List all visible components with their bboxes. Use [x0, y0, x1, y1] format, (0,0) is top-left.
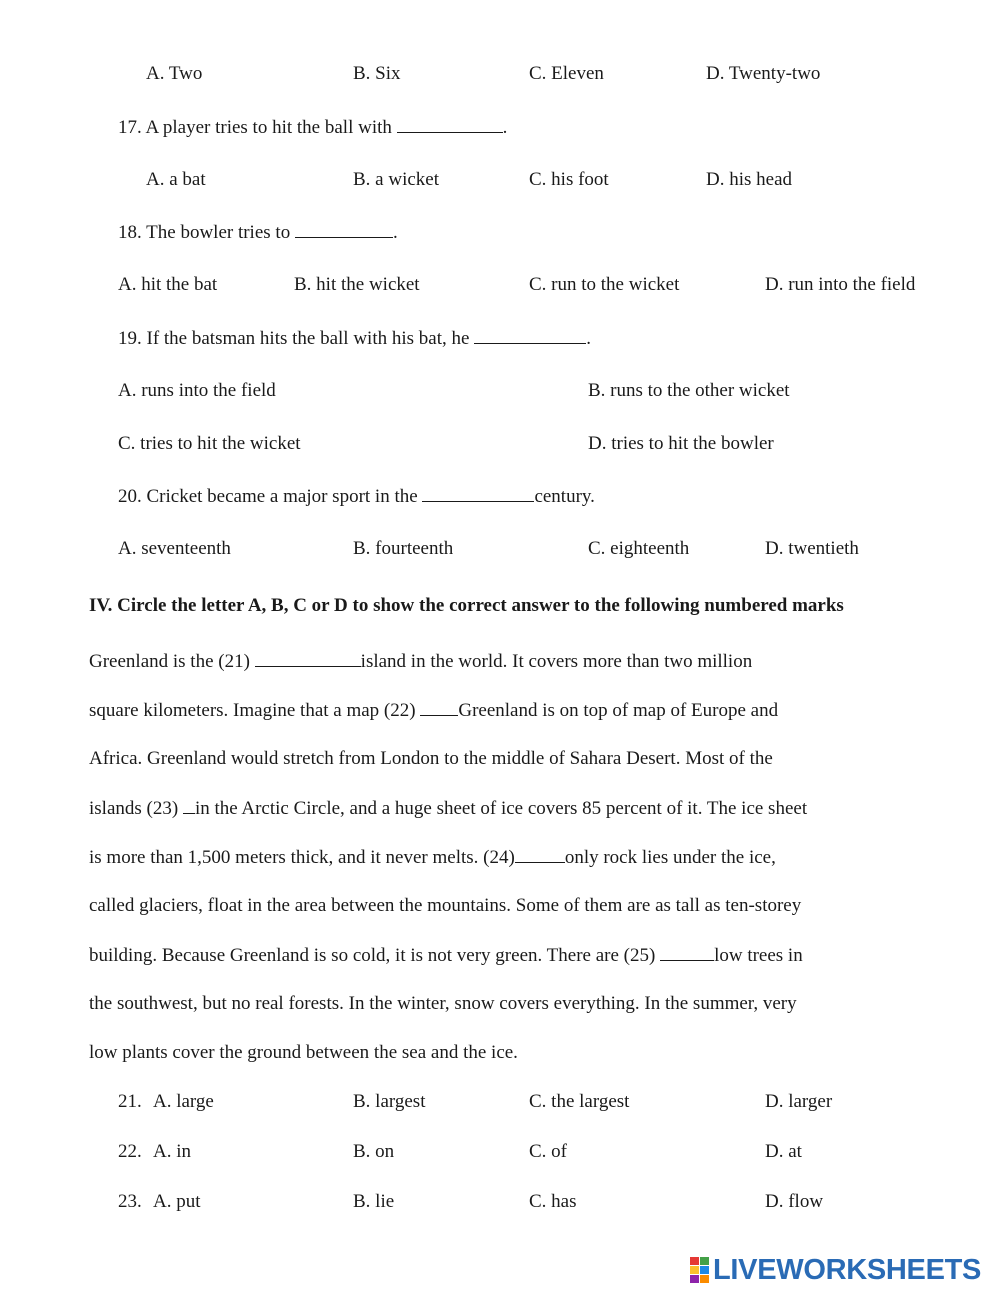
passage-text: called glaciers, float in the area between the mountains. Some of them are as tall as ten-storey	[89, 895, 802, 916]
q18-stem-end: .	[392, 222, 398, 243]
liveworksheets-logo[interactable]	[690, 1254, 981, 1286]
q21-number: 21.	[118, 1091, 142, 1112]
q18-option-a[interactable]: A. hit the bat	[118, 274, 218, 295]
passage-line-3	[89, 748, 773, 770]
q19-blank[interactable]	[474, 327, 586, 344]
q19-option-c[interactable]: C. tries to hit the wicket	[118, 433, 301, 454]
q20-option-b[interactable]: B. fourteenth	[353, 538, 454, 559]
q23-option-d[interactable]: D. flow	[765, 1191, 824, 1212]
q22-option-d[interactable]: D. at	[765, 1141, 802, 1162]
passage-line-6	[89, 895, 801, 917]
q23-option-b[interactable]: B. lie	[353, 1191, 395, 1212]
q17-stem-end: .	[502, 117, 508, 138]
q18-stem	[118, 221, 398, 244]
q19-option-d[interactable]: D. tries to hit the bowler	[588, 433, 774, 454]
q21-option-c[interactable]: C. the largest	[529, 1091, 630, 1112]
passage-line-9	[89, 1042, 518, 1064]
logo-text: LIVEWORKSHEETS	[713, 1253, 982, 1286]
passage-text: low trees in	[714, 945, 803, 966]
passage-text: square kilometers. Imagine that a map (22)	[89, 700, 416, 721]
q17-option-b[interactable]: B. a wicket	[353, 169, 440, 190]
passage-text: Greenland is the (21)	[89, 651, 250, 672]
q20-option-d[interactable]: D. twentieth	[765, 538, 859, 559]
passage-text: Greenland is on top of map of Europe and	[458, 700, 779, 721]
q21-option-b[interactable]: B. largest	[353, 1091, 426, 1112]
liveworksheets-logo-icon	[690, 1257, 710, 1283]
q17-option-c[interactable]: C. his foot	[529, 169, 609, 190]
passage-line-5	[89, 846, 776, 869]
q22-number: 22.	[118, 1141, 142, 1162]
q19-stem	[118, 327, 591, 350]
passage-text: island in the world. It covers more than two million	[360, 651, 753, 672]
q20-option-a[interactable]: A. seventeenth	[118, 538, 231, 559]
q18-option-d[interactable]: D. run into the field	[765, 274, 916, 295]
q23-number: 23.	[118, 1191, 142, 1212]
q20-stem-text: 20. Cricket became a major sport in the	[118, 486, 418, 507]
blank-25[interactable]	[660, 944, 714, 961]
q22-option-b[interactable]: B. on	[353, 1141, 395, 1162]
q19-stem-end: .	[586, 328, 591, 349]
q21-option-d[interactable]: D. larger	[765, 1091, 833, 1112]
blank-21[interactable]	[255, 650, 361, 667]
blank-23[interactable]	[183, 797, 195, 814]
q20-blank[interactable]	[422, 485, 534, 502]
passage-text: low plants cover the ground between the sea and the ice.	[89, 1042, 518, 1063]
q18-option-c[interactable]: C. run to the wicket	[529, 274, 680, 295]
q16-option-b[interactable]: B. Six	[353, 63, 401, 84]
passage-text: building. Because Greenland is so cold, it is not very green. There are (25)	[89, 945, 656, 966]
q23-option-c[interactable]: C. has	[529, 1191, 577, 1212]
q17-stem	[118, 116, 507, 139]
q23-option-a[interactable]: A. put	[153, 1191, 201, 1212]
q20-stem	[118, 485, 595, 508]
passage-line-4	[89, 797, 807, 820]
q18-stem-text: 18. The bowler tries to	[118, 222, 291, 243]
passage-text: only rock lies under the ice,	[564, 847, 776, 868]
q18-option-b[interactable]: B. hit the wicket	[294, 274, 420, 295]
passage-line-2	[89, 699, 778, 722]
passage-line-7	[89, 944, 803, 967]
passage-text: the southwest, but no real forests. In the winter, snow covers everything. In the summer, very	[89, 993, 797, 1014]
passage-text: is more than 1,500 meters thick, and it never melts. (24)	[89, 847, 515, 868]
passage-line-1	[89, 650, 752, 673]
blank-22[interactable]	[420, 699, 458, 716]
q19-option-b[interactable]: B. runs to the other wicket	[588, 380, 790, 401]
q22-option-a[interactable]: A. in	[153, 1141, 191, 1162]
passage-text: Africa. Greenland would stretch from London to the middle of Sahara Desert. Most of the	[89, 748, 773, 769]
q17-stem-text: 17. A player tries to hit the ball with	[118, 117, 392, 138]
q17-blank[interactable]	[397, 116, 503, 133]
q19-option-a[interactable]: A. runs into the field	[118, 380, 276, 401]
q21-option-a[interactable]: A. large	[153, 1091, 214, 1112]
passage-text: islands (23)	[89, 798, 179, 819]
q16-option-a[interactable]: A. Two	[146, 63, 203, 84]
q16-option-d[interactable]: D. Twenty-two	[706, 63, 821, 84]
q20-option-c[interactable]: C. eighteenth	[588, 538, 690, 559]
q20-stem-end: century.	[534, 486, 595, 507]
q18-blank[interactable]	[295, 221, 393, 238]
q16-option-c[interactable]: C. Eleven	[529, 63, 604, 84]
q22-option-c[interactable]: C. of	[529, 1141, 567, 1162]
q17-option-a[interactable]: A. a bat	[146, 169, 206, 190]
section-heading: IV. Circle the letter A, B, C or D to show the correct answer to the following numbered marks	[89, 595, 844, 616]
q17-option-d[interactable]: D. his head	[706, 169, 793, 190]
passage-text: in the Arctic Circle, and a huge sheet of ice covers 85 percent of it. The ice sheet	[194, 798, 808, 819]
q19-stem-text: 19. If the batsman hits the ball with his bat, he	[118, 328, 470, 349]
passage-line-8	[89, 993, 797, 1015]
blank-24[interactable]	[515, 846, 565, 863]
